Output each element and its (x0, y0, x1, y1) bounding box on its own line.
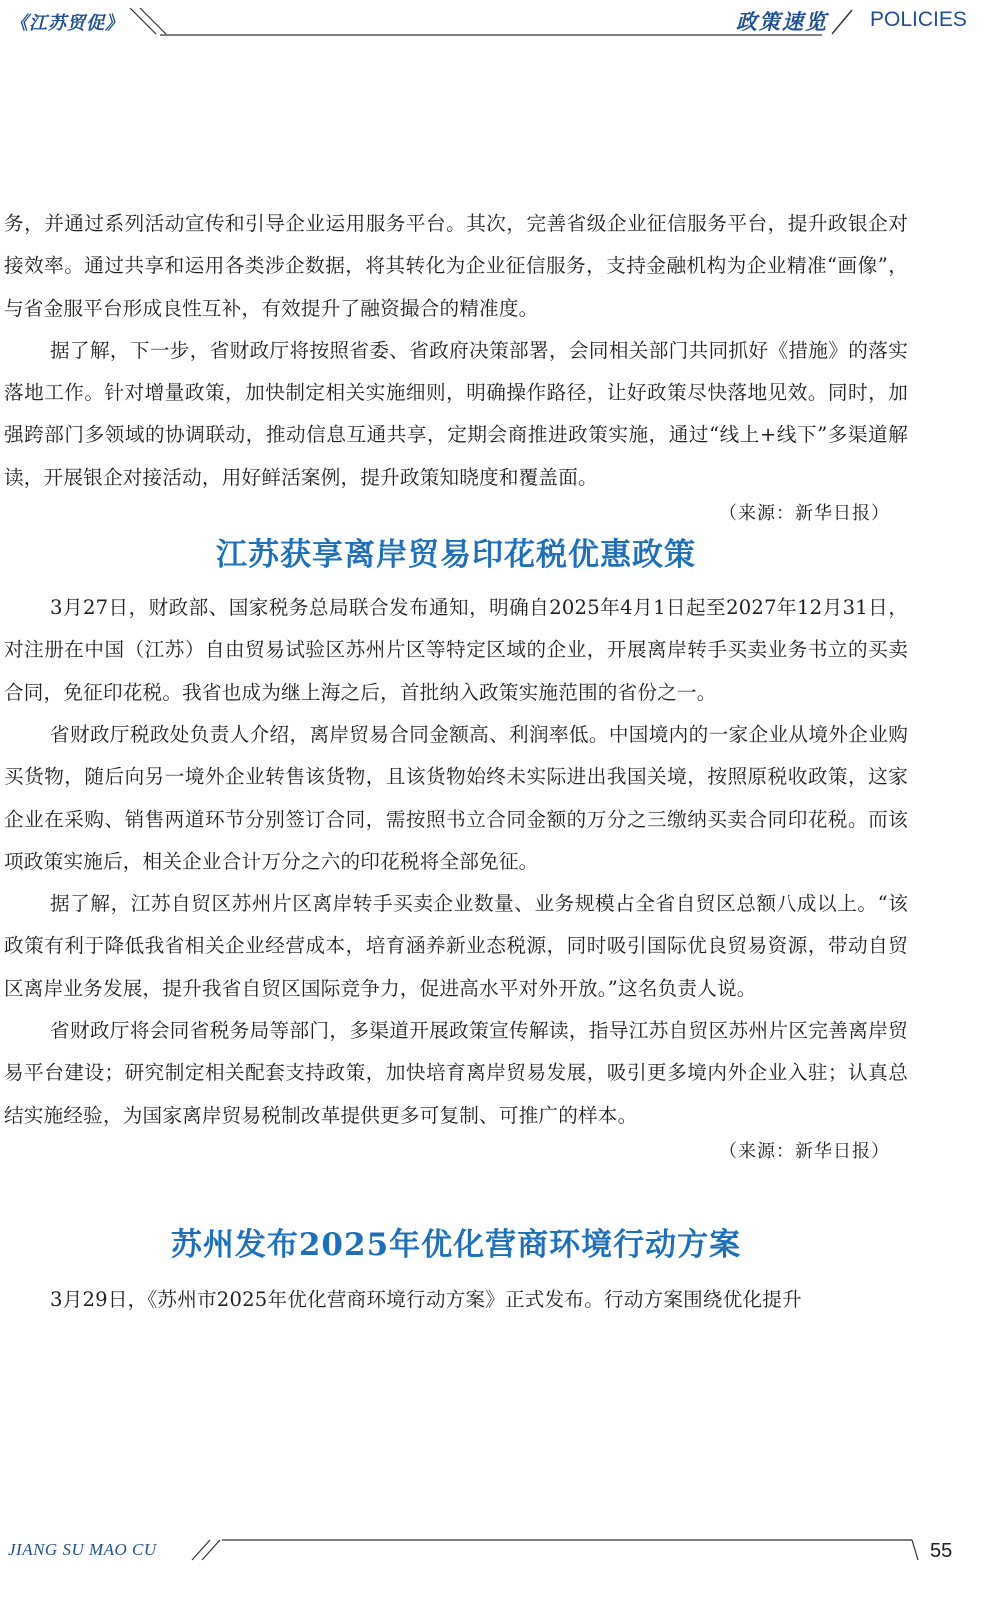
page-body (4, 203, 908, 1321)
paragraph: 3月27日，财政部、国家税务总局联合发布通知，明确自2025年4月1日起至2027年12月31日，对注册在中国（江苏）自由贸易试验区苏州片区等特定区域的企业，开展离岸转手买卖业务书立的买卖合同，免征印花税。我省也成为继上海之后，首批纳入政策实施范围的省份之一。 (4, 596, 908, 704)
article-stamp-tax (4, 525, 908, 1163)
article-title: 江苏获享离岸贸易印花税优惠政策 (216, 537, 696, 574)
section-name-english: POLICIES (870, 8, 967, 31)
page-number: 55 (930, 1540, 953, 1562)
journal-name: 《江苏贸促》 (10, 13, 124, 34)
journal-name-english: JIANG SU MAO CU (8, 1540, 157, 1559)
article-suzhou-business (4, 1211, 908, 1321)
page-header (0, 0, 1000, 46)
paragraph: 据了解，江苏自贸区苏州片区离岸转手买卖企业数量、业务规模占全省自贸区总额八成以上。“该政策有利于降低我省相关企业经营成本，培育涵养新业态税源，同时吸引国际优良贸易资源，带动自贸区离岸业务发展，提升我省自贸区国际竞争力，促进高水平对外开放。”这名负责人说。 (4, 892, 908, 1000)
paragraph: 3月29日，《苏州市2025年优化营商环境行动方案》正式发布。行动方案围绕优化提升 (50, 1287, 802, 1311)
section-name: 政策速览 (736, 9, 828, 34)
source-line (4, 499, 908, 525)
header-rule (0, 0, 1000, 46)
source-attribution: （来源：新华日报） (719, 503, 890, 525)
article-continued (4, 203, 908, 525)
paragraph: 省财政厅税政处负责人介绍，离岸贸易合同金额高、利润率低。中国境内的一家企业从境外企业购买货物，随后向另一境外企业转售该货物，且该货物始终未实际进出我国关境，按照原税收政策，这家企业在采购、销售两道环节分别签订合同，需按照书立合同金额的万分之三缴纳买卖合同印花税。而该项政策实施后，相关企业合计万分之六的印花税将全部免征。 (4, 722, 908, 873)
page-footer (0, 1530, 1000, 1598)
paragraph: 务，并通过系列活动宣传和引导企业运用服务平台。其次，完善省级企业征信服务平台，提升政银企对接效率。通过共享和运用各类涉企数据，将其转化为企业征信服务，支持金融机构为企业精准“画像”，与省金服平台形成良性互补，有效提升了融资撮合的精准度。 (4, 212, 908, 320)
source-attribution: （来源：新华日报） (719, 1140, 890, 1162)
article-title: 苏州发布2025年优化营商环境行动方案 (170, 1226, 742, 1263)
paragraph: 省财政厅将会同省税务局等部门，多渠道开展政策宣传解读，指导江苏自贸区苏州片区完善离岸贸易平台建设；研究制定相关配套支持政策，加快培育离岸贸易发展，吸引更多境内外企业入驻；认真总结实施经验，为国家离岸贸易税制改革提供更多可复制、可推广的样本。 (4, 1019, 908, 1127)
paragraph-text: 据了解，下一步，省财政厅将按照省委、省政府决策部署，会同相关部门共同抓好《措施》的落实落地工作。针对增量政策，加快制定相关实施细则，明确操作路径，让好政策尽快落地见效。同时，加强跨部门多领域的协调联动，推动信息互通共享，定期会商推进政策实施，通过“线上+线下”多渠道解读，开展银企对接活动，用好鲜活案例，提升政策知晓度和覆盖面。 (4, 338, 908, 489)
paragraph (4, 330, 908, 499)
source-line (4, 1137, 908, 1163)
